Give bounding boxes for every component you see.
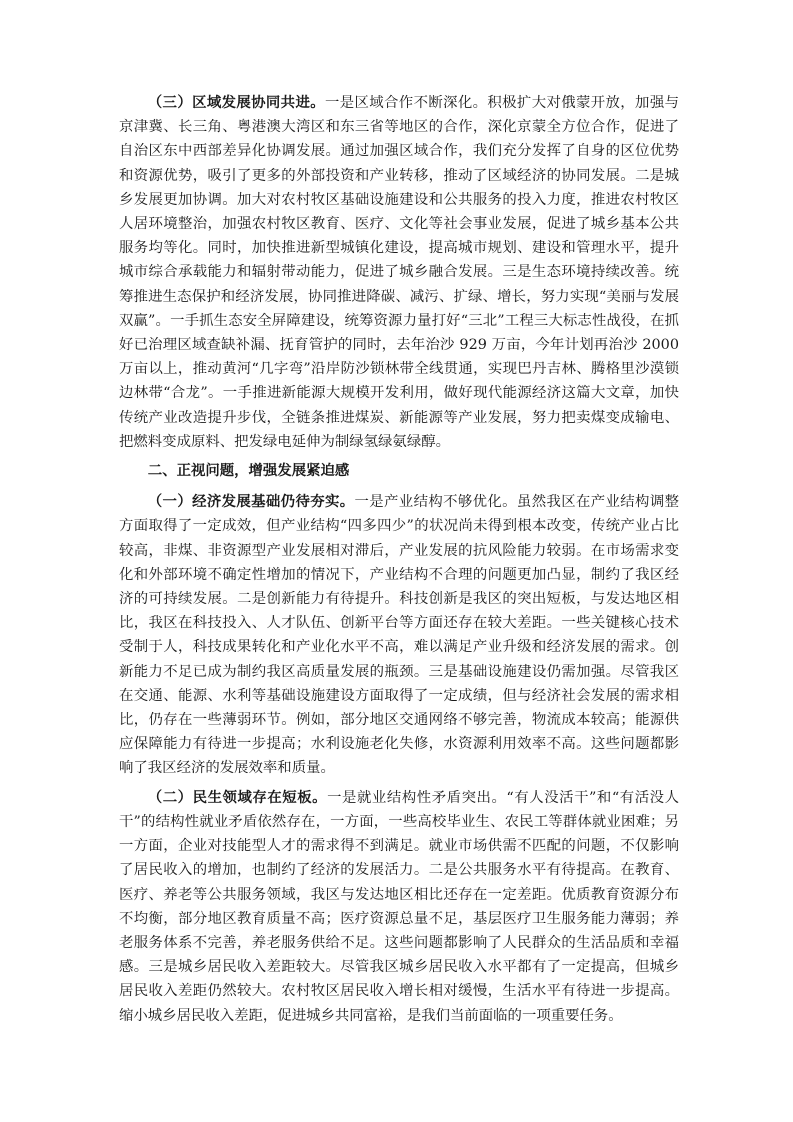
paragraph-text: 一是区域合作不断深化。积极扩大对俄蒙开放，加强与京津冀、长三角、粤港澳大湾区和东三省等地区的合作，深化京蒙全方位合作，促进了自治区东中西部差异化协调发展。通过加强区域合作，我们充分发挥了自身的区位优势和资源优势，吸引了更多的外部投资和产业转移，推动了区域经济的协同发展。二是城乡发展更加协调。加大对农村牧区基础设施建设和公共服务的投入力度，推进农村牧区人居环境整治，加强农村牧区教育、医疗、文化等社会事业发展，促进了城乡基本公共服务均等化。同时，加快推进新型城镇化建设，提高城市规划、建设和管理水平，提升城市综合承载能力和辐射带动能力，促进了城乡融合发展。三是生态环境持续改善。统筹推进生态保护和经济发展，协同推进降碳、减污、扩绿、增长，努力实现“美丽与发展双赢”。一手抓生态安全屏障建设，统筹资源力量打好“三北”工程三大标志性战役，在抓好已治理区域查缺补漏、抚育管护的同时，去年治沙 929 万亩，今年计划再治沙 2000 万亩以上，推动黄河“几字弯”沿岸防沙锁林带全线贯通，实现巴丹吉林、腾格里沙漠锁边林带“合龙”。一手推进新能源大规模开发利用，做好现代能源经济这篇大文章，加快传统产业改造提升步伐，全链条推进煤炭、新能源等产业发展，努力把卖煤变成输电、把燃料变成原料、把发绿电延伸为制绿氢绿氨绿醇。 — [119, 95, 679, 450]
section-heading: 二、正视问题，增强发展紧迫感 — [147, 462, 350, 480]
paragraph-text: 一是就业结构性矛盾突出。“有人没活干”和“有活没人干”的结构性就业矛盾依然存在，一方面，一些高校毕业生、农民工等群体就业困难；另一方面，企业对技能型人才的需求得不到满足。就业市场供需不匹配的问题，不仅影响了居民收入的增加，也制约了经济的发展活力。二是公共服务水平有待提高。在教育、医疗、养老等公共服务领域，我区与发达地区相比还存在一定差距。优质教育资源分布不均衡，部分地区教育质量不高；医疗资源总量不足，基层医疗卫生服务能力薄弱；养老服务体系不完善，养老服务供给不足。这些问题都影响了人民群众的生活品质和幸福感。三是城乡居民收入差距较大。尽管我区城乡居民收入水平都有了一定提高，但城乡居民收入差距仍然较大。农村牧区居民收入增长相对缓慢，生活水平有待进一步提高。缩小城乡居民收入差距，促进城乡共同富裕，是我们当前面临的一项重要任务。 — [119, 789, 679, 1024]
subsection-title: （三）区域发展协同共进。 — [147, 94, 325, 111]
paragraph-regional-development — [119, 91, 679, 454]
subsection-title: （二）民生领域存在短板。 — [147, 788, 328, 806]
document-body — [119, 91, 679, 1033]
paragraph-economic-foundation — [119, 490, 679, 780]
paragraph-livelihood — [119, 786, 679, 1028]
subsection-title: （一）经济发展基础仍待夯实。 — [147, 493, 355, 511]
paragraph-text: 一是产业结构不够优化。虽然我区在产业结构调整方面取得了一定成效，但产业结构“四多四少”的状况尚未得到根本改变，传统产业占比较高，非煤、非资源型产业发展相对滞后，产业发展的抗风险能力较弱。在市场需求变化和外部环境不确定性增加的情况下，产业结构不合理的问题更加凸显，制约了我区经济的可持续发展。二是创新能力有待提升。科技创新是我区的突出短板，与发达地区相比，我区在科技投入、人才队伍、创新平台等方面还存在较大差距。一些关键核心技术受制于人，科技成果转化和产业化水平不高，难以满足产业升级和经济发展的需求。创新能力不足已成为制约我区高质量发展的瓶颈。三是基础设施建设仍需加强。尽管我区在交通、能源、水利等基础设施建设方面取得了一定成绩，但与经济社会发展的需求相比，仍存在一些薄弱环节。例如，部分地区交通网络不够完善，物流成本较高；能源供应保障能力有待进一步提高；水利设施老化失修，水资源利用效率不高。这些问题都影响了我区经济的发展效率和质量。 — [119, 494, 679, 777]
